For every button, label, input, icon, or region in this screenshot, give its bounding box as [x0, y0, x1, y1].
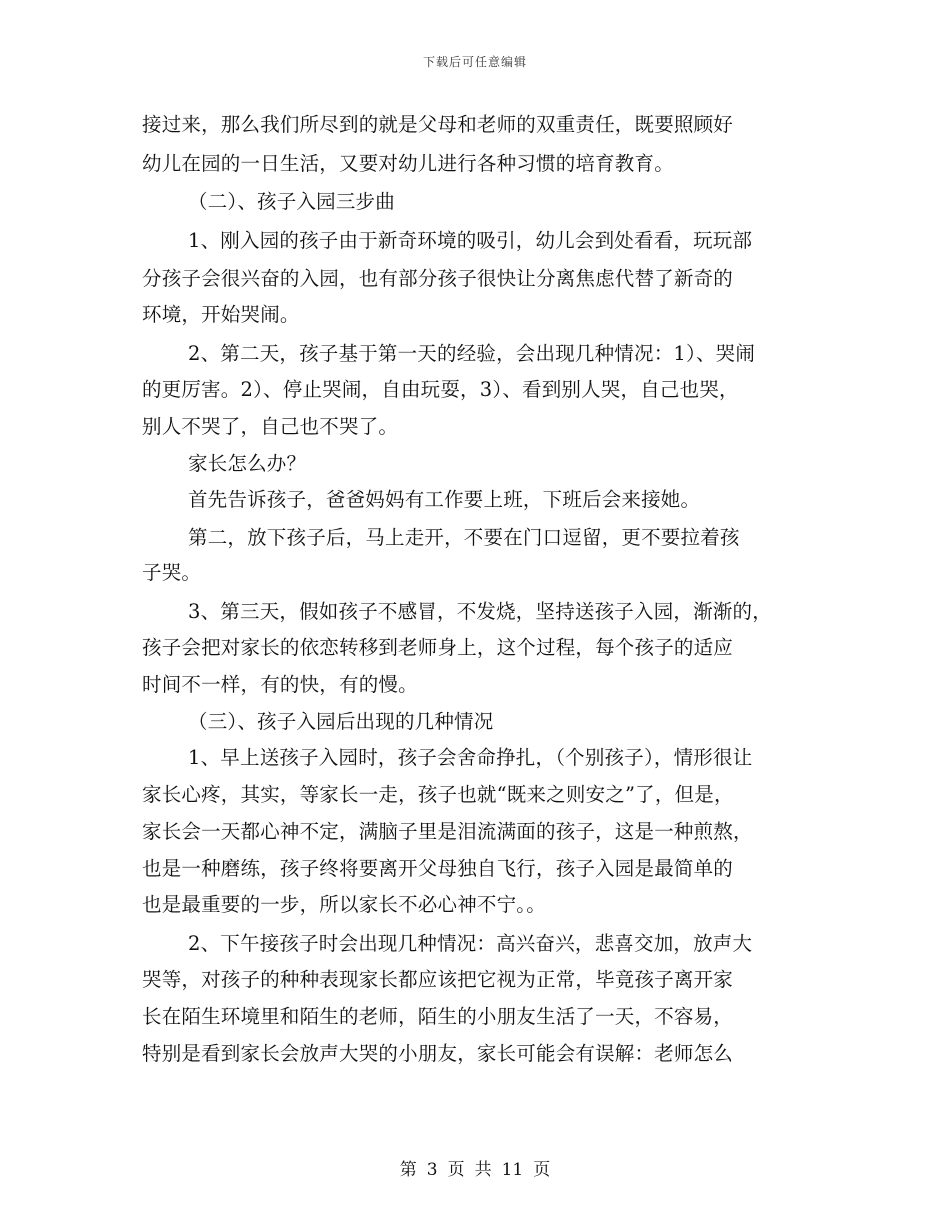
text-line: 环境，开始哭闹。: [142, 303, 300, 326]
total-pages: 11: [501, 1160, 524, 1180]
page-label-middle: 页: [447, 1160, 465, 1180]
section-heading: （三）、孩子入园后出现的几种情况: [188, 710, 494, 733]
text-line: 长在陌生环境里和陌生的老师，陌生的小朋友生活了一天，不容易，: [142, 1005, 734, 1028]
total-label: 共: [474, 1160, 492, 1180]
text-line: 1、刚入园的孩子由于新奇环境的吸引，幼儿会到处看看，玩玩部: [188, 229, 753, 252]
page-number: 3: [426, 1160, 438, 1180]
page-footer: [0, 1155, 950, 1180]
text-line: 幼儿在园的一日生活，又要对幼儿进行各种习惯的培育教育。: [142, 152, 674, 175]
text-line: 时间不一样，有的快，有的慢。: [142, 673, 418, 696]
page-header: 下载后可任意编辑: [422, 55, 527, 69]
section-heading: （二）、孩子入园三步曲: [188, 190, 395, 213]
text-line: 接过来，那么我们所尽到的就是父母和老师的双重责任，既要照顾好: [142, 113, 734, 136]
text-line: 特别是看到家长会放声大哭的小朋友，家长可能会有误解：老师怎么: [142, 1042, 734, 1065]
text-line: 3、第三天，假如孩子不感冒，不发烧，坚持送孩子入园，渐渐的，: [188, 600, 772, 623]
page-label-suffix: 页: [533, 1160, 551, 1180]
text-line: 首先告诉孩子，爸爸妈妈有工作要上班，下班后会来接她。: [188, 488, 701, 511]
text-line: 2、下午接孩子时会出现几种情况：高兴奋兴，悲喜交加，放声大: [188, 932, 753, 955]
text-line: 的更厉害。2）、停止哭闹，自由玩耍，3）、看到别人哭，自己也哭，: [142, 378, 739, 401]
text-line: 家长会一天都心神不定，满脑子里是泪流满面的孩子，这是一种煎熬，: [142, 820, 753, 843]
text-line: 别人不哭了，自己也不哭了。: [142, 415, 399, 438]
page-label-prefix: 第: [399, 1160, 417, 1180]
text-line: 子哭。: [142, 561, 202, 584]
text-line: 哭等，对孩子的种种表现家长都应该把它视为正常，毕竟孩子离开家: [142, 968, 734, 991]
text-line: 第二，放下孩子后，马上走开，不要在门口逗留，更不要拉着孩: [188, 526, 740, 549]
text-line: 也是最重要的一步，所以家长不必心神不宁。。: [142, 893, 546, 916]
text-line: 1、早上送孩子入园时，孩子会舍命挣扎，（个别孩子），情形很让: [188, 746, 753, 769]
text-line: 也是一种磨练，孩子终将要离开父母独自飞行，孩子入园是最简单的: [142, 857, 734, 880]
text-line: 孩子会把对家长的依恋转移到老师身上，这个过程，每个孩子的适应: [142, 636, 734, 659]
text-line: 分孩子会很兴奋的入园，也有部分孩子很快让分离焦虑代替了新奇的: [142, 267, 734, 290]
text-line: 2、第二天，孩子基于第一天的经验，会出现几种情况：1）、哭闹: [188, 342, 756, 365]
text-line: 家长怎么办？: [188, 452, 307, 475]
text-line: 家长心疼，其实，等家长一走，孩子也就“既来之则安之”了，但是，: [142, 783, 734, 806]
